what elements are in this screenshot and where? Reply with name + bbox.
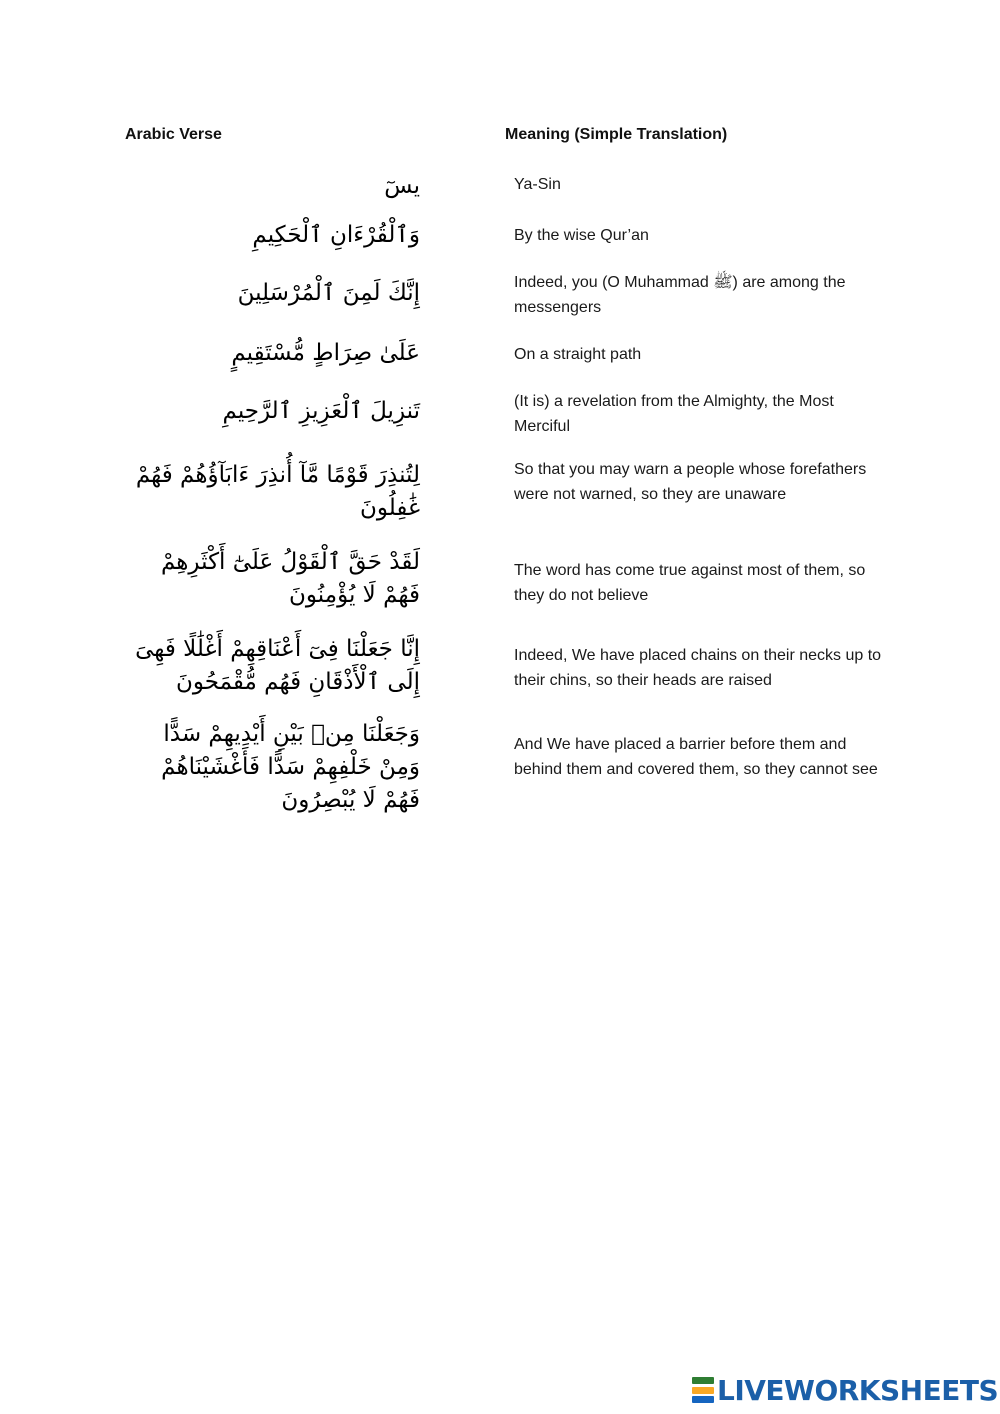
verse-meaning: The word has come true against most of them, so they do not believe xyxy=(514,562,866,604)
verse-meaning: And We have placed a barrier before them and behind them and covered them, so they cannot see xyxy=(514,736,878,778)
meaning-header: Meaning (Simple Translation) xyxy=(505,126,728,143)
verse-meaning: Indeed, We have placed chains on their necks up to their chins, so their heads are raised xyxy=(514,647,882,689)
verse-meaning: On a straight path xyxy=(514,346,642,363)
verse-meaning: (It is) a revelation from the Almighty, the Most Merciful xyxy=(514,393,834,435)
arabic-verse: إِنَّكَ لَمِنَ ٱلْمُرْسَلِينَ xyxy=(237,280,420,306)
verse-meaning: By the wise Qur’an xyxy=(514,227,649,244)
verse-meaning: So that you may warn a people whose forefathers were not warned, so they are unaware xyxy=(514,461,867,503)
arabic-verse: لَقَدْ حَقَّ ٱلْقَوْلُ عَلَىٰٓ أَكْثَرِهِمْ فَهُمْ لَا يُؤْمِنُونَ xyxy=(161,549,420,608)
verse-meaning: Ya-Sin xyxy=(514,176,561,193)
arabic-verse: يسٓ xyxy=(384,173,420,199)
liveworksheets-logo-text: LIVEWORKSHEETS xyxy=(717,1373,999,1407)
liveworksheets-logo xyxy=(692,1372,998,1408)
arabic-verse: عَلَىٰ صِرَاطٍ مُّسْتَقِيمٍ xyxy=(231,340,420,366)
arabic-verse: تَنزِيلَ ٱلْعَزِيزِ ٱلرَّحِيمِ xyxy=(222,398,420,424)
arabic-verse: لِتُنذِرَ قَوْمًا مَّآ أُنذِرَ ءَابَآؤُهُمْ فَهُمْ غَٰفِلُونَ xyxy=(135,462,420,521)
arabic-verse-header: Arabic Verse xyxy=(125,126,222,143)
liveworksheets-logo-icon xyxy=(692,1377,714,1403)
arabic-verse: إِنَّا جَعَلْنَا فِىٓ أَعْنَاقِهِمْ أَغْلَٰلًا فَهِىَ إِلَى ٱلْأَذْقَانِ فَهُم مُّقْمَحُونَ xyxy=(135,636,420,695)
arabic-verse: وَٱلْقُرْءَانِ ٱلْحَكِيمِ xyxy=(252,222,420,248)
verse-meaning: Indeed, you (O Muhammad ﷺ) are among the messengers xyxy=(514,274,846,316)
arabic-verse: وَجَعَلْنَا مِنۢ بَيْنِ أَيْدِيهِمْ سَدًّا وَمِنْ خَلْفِهِمْ سَدًّا فَأَغْشَيْنَاهُمْ فَهُمْ لَا يُبْصِرُونَ xyxy=(161,721,420,813)
